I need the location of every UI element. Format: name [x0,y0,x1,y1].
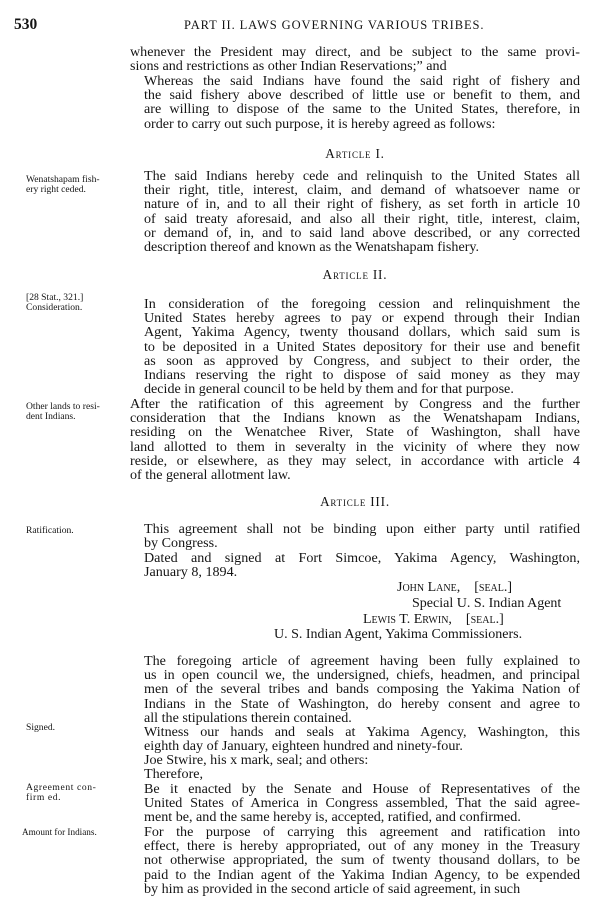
margin-note-line: Consideration. [26,302,83,313]
text-line: paid to the Indian agent of the Yakima Indian Agency, to be expended [144,866,580,883]
text-line: by him as provided in the second article of said agreement, in such [144,880,521,897]
margin-note-line: dent Indians. [26,411,76,422]
margin-note-signed [26,723,124,733]
text-line: After the ratification of this agreement by Congress and the further [130,396,580,412]
text-line: order to carry out such purpose, it is hereby agreed as follows: [144,115,496,132]
text-line: of the general allotment law. [130,466,291,483]
text-line: are willing to dispose of the same to the United States, therefore, in [144,101,580,118]
text-line: decide in general council to be held by them and for that purpose. [144,381,514,398]
text-line: description thereof and known as the Wenatshapam fishery. [144,238,480,255]
text-line: Witness our hands and seals at Yakima Agency, Washington, this [144,724,580,740]
margin-note-amount [22,827,120,837]
signature-john-lane [397,580,512,596]
text-line: men of the several tribes and bands composing the Yakima Nation of [144,681,580,698]
seal-mark: [seal.] [465,612,504,627]
text-line: United States hereby agrees to pay or expend through their Indian [144,310,580,327]
text-line: effect, there is hereby appropriated, out of any money in the Treasury [144,838,580,855]
text-line: their right, title, interest, claim, and demand of whatsoever name or [144,182,580,199]
signer-title: Special U. S. Indian Agent [412,596,562,611]
margin-note-line: ery right ceded. [26,184,86,195]
text-line: Dated and signed at Fort Simcoe, Yakima Agency, Washington, [144,550,580,566]
paragraph-reservation-terms [130,45,580,73]
signature-lewis-erwin [363,612,504,628]
text-line: This agreement shall not be binding upon either party until ratified [144,521,580,537]
margin-note-line: [28 Stat., 321.] [26,292,84,303]
paragraph-council-consent [130,654,580,725]
text-line: nature of in, and to all their right of fishery, as set forth in article 10 [144,196,580,213]
text-line: eighth day of January, eighteen hundred and ninety-four. [144,738,463,755]
text-line: sions and restrictions as other Indian Reservations;” and [130,58,447,75]
page-number: 530 [14,16,38,33]
paragraph-witness [130,725,580,753]
paragraph-dated-signed [130,551,580,579]
seal-mark: [seal.] [474,580,513,595]
text-line: reside, or elsewhere, as they may select, in accordance with article 4 [130,452,580,469]
text-line: all the stipulations therein contained. [144,709,352,726]
margin-note-ratification [26,526,124,536]
signer-title: U. S. Indian Agent, Yakima Commissioners. [274,627,523,642]
margin-note-line: Other lands to resi- [26,401,100,412]
text-line: Indians reserving the right to dispose of said money as they may [144,366,580,383]
running-header [14,16,584,36]
text-line: as soon as approved by Congress, and subject to their order, the [144,352,580,369]
text-line: The said Indians hereby cede and relinquish to the United States all [144,168,580,184]
paragraph-enactment [130,782,580,825]
margin-note-line: Amount for Indians. [22,827,97,837]
signer-name: Lewis T. Erwin, [363,612,452,627]
signer-name: John Lane, [397,580,461,595]
text-line: the said fishery above described of little use or benefit to them, and [144,87,580,104]
paragraph-article-2-allotment [130,397,580,482]
margin-note-agreement-confirmed [26,783,124,803]
paragraph-article-3-ratification [130,522,580,550]
article-2-heading: Article II. [322,267,388,282]
text-line: residing on the Wenatchee River, State of Washington, shall have [130,424,580,441]
text-line: us in open council we, the undersigned, chiefs, headmen, and principal [144,667,580,684]
margin-note-line: Agreement con- [26,782,97,793]
text-line: to be deposited in a United States depository for their use and benefit [144,338,580,355]
text-line: land allotted to them in severalty in the vicinity of where they now [130,438,580,455]
text-line: January 8, 1894. [144,564,238,581]
text-line: by Congress. [144,535,218,552]
paragraph-article-1-cession [130,169,580,254]
text-line: Indians in the State of Washington, do hereby consent and agree to [144,695,580,712]
margin-note-consideration [26,293,124,313]
running-title: PART II. LAWS GOVERNING VARIOUS TRIBES. [184,18,485,32]
margin-note-line: firm ed. [26,792,62,803]
text-line: Whereas the said Indians have found the said right of fishery and [144,73,580,89]
margin-note-other-lands [26,402,124,422]
text-line: whenever the President may direct, and be subject to the same provi- [130,44,580,60]
text-line: or demand of, in, and to said land above described, or any corrected [144,224,580,241]
text-line: Be it enacted by the Senate and House of Representatives of the [144,781,580,797]
text-line: Agent, Yakima Agency, twenty thousand dollars, which said sum is [144,324,580,341]
text-line: consideration that the Indians known as the Wenatshapam Indians, [130,410,580,427]
text-line: not otherwise appropriated, the sum of twenty thousand dollars, to be [144,852,580,869]
text-line: Joe Stwire, his x mark, seal; and others: [144,752,369,768]
text-line: Therefore, [144,766,204,782]
margin-note-line: Signed. [26,722,56,733]
margin-note-line: Wenatshapam fish- [26,174,100,185]
article-3-heading: Article III. [320,494,390,509]
paragraph-whereas [130,74,580,131]
text-line: In consideration of the foregoing cession and relinquishment the [144,296,580,312]
text-line: ment be, and the same hereby is, accepted, ratified, and confirmed. [144,809,521,826]
paragraph-article-2-consideration [130,297,580,396]
text-line: of said treaty aforesaid, and also all their right, title, interest, claim, [144,210,580,227]
article-1-heading: Article I. [325,146,385,161]
text-line: For the purpose of carrying this agreement and ratification into [144,824,580,840]
paragraph-appropriation [130,825,580,896]
text-line: The foregoing article of agreement having been fully explained to [144,653,580,669]
text-line: United States of America in Congress assembled, That the said agree- [144,795,580,812]
margin-note-fishery-ceded [26,175,124,195]
paragraph-therefore [130,767,580,781]
margin-note-line: Ratification. [26,525,74,536]
